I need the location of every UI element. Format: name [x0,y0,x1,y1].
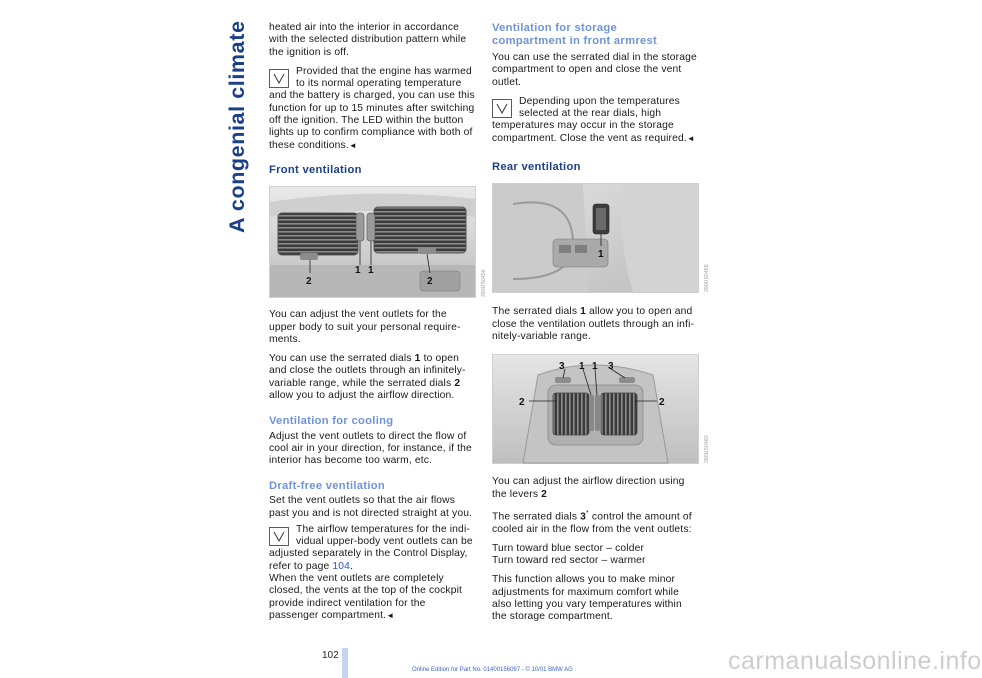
fig1-code: 390US0456 [481,269,487,298]
fig3-label-2-right: 2 [659,397,665,409]
figure-rear-console-vents [492,354,710,464]
cooling-paragraph: Adjust the vent outlets to direct the flow of cool air in your direction, for instance, if the interior has become too warm, etc. [269,430,472,467]
note2-text-continued: When the vent outlets are completely closed, the vents at the top of the cockpit provide indirect ventilation for the passenger compartment. [269,573,463,621]
fig2-label-1: 1 [598,249,604,261]
rear-paragraph-3: The serrated dials 3* control the amount of cooled air in the flow from the vent outlets: [492,509,692,535]
rear-door-vent-illustration [493,184,698,292]
figure-rear-door-vent [492,183,710,293]
heading-ventilation-cooling: Ventilation for cooling [269,415,394,428]
rear-paragraph-2: You can adjust the airflow direction using the levers 2 [492,476,685,500]
fig3-label-1-right: 1 [592,361,598,373]
fig3-label-3-right: 3 [608,361,614,373]
note-icon [269,69,289,88]
note3-text: Depending upon the temperatures selected at the rear dials, high temperatures may occur in the storage compartment. Close the vent as required. [492,95,687,144]
figure-front-vents [269,186,487,298]
heading-storage-compartment: Ventilation for storage compartment in front armrest [492,22,658,47]
note-icon [492,99,512,118]
note1-text: Provided that the engine has warmed to its normal operating temperature and the battery is charged, you can use this function for up to 15 minutes after switching off the ignition. The LED within the button lights up to confirm compliance with both of these conditions. [269,65,475,151]
front-paragraph-2: You can use the serrated dials 1 to open and close the outlets through an infinitely-variable range, while the serrated dials 2 allow you to adjust the airflow direction. [269,353,466,402]
end-mark: ◄ [348,140,357,150]
note2-text: The airflow temperatures for the indi-vidual upper-body vent outlets can be adjusted separately in the Control Display, refer to page [269,523,473,572]
heading-rear-ventilation: Rear ventilation [492,161,581,174]
heading-front-ventilation: Front ventilation [269,163,362,176]
fig3-code: 390US0460 [704,435,710,464]
right-column [492,22,710,631]
fig2-code: 390US0455 [704,264,710,293]
rear-console-vents-illustration [493,355,698,463]
note-storage-temperature [492,96,698,145]
left-column [269,22,487,622]
note-icon [269,527,289,546]
fig3-label-2-left: 2 [519,397,525,409]
fig1-label-2-right: 2 [427,276,433,288]
page-104-link[interactable]: 104 [332,560,350,572]
storage-paragraph: You can use the serrated dial in the storage compartment to open and close the vent outlet. [492,52,697,88]
page-number: 102 [322,650,339,661]
watermark: carmanualsonline.info [728,647,982,675]
front-vents-illustration [270,187,475,297]
end-mark: ◄ [386,610,395,620]
fig3-label-1-left: 1 [579,361,585,373]
rear-paragraph-5: This function allows you to make minor adjustments for maximum comfort while also letting you vary temperatures within the storage compartment. [492,574,682,623]
intro-paragraph: heated air into the interior in accordance with the selected distribution pattern while the ignition is off. [269,22,467,58]
fig3-label-3-left: 3 [559,361,565,373]
fig1-label-1-left: 1 [355,265,361,277]
fig1-label-2-left: 2 [306,276,312,288]
draft-paragraph: Set the vent outlets so that the air flows past you and is not directed straight at you. [269,495,473,519]
rear-paragraph-1: The serrated dials 1 allow you to open and close the ventilation outlets through an infi-nitely-variable range. [492,306,695,342]
rear-paragraph-4: Turn toward blue sector – colder Turn toward red sector – warmer [492,542,646,567]
margin-bar [342,648,348,678]
heading-draft-free: Draft-free ventilation [269,479,386,492]
side-title [222,20,250,235]
front-paragraph-1: You can adjust the vent outlets for the upper body to suit your personal require-ments. [269,309,461,345]
note-airflow-temperatures: The airflow temperatures for the indi-vidual upper-body vent outlets can be adjusted separately in the Control Display, refer to page 104. When the vent outlets are completely closed, the vents at the top of the cockpit provide indirect ventilation for the passenger compartment.◄ [269,523,473,621]
fig1-label-1-right: 1 [368,265,374,277]
end-mark: ◄ [686,133,695,143]
note-engine-warm [269,66,475,152]
side-title-text: A congenial climate [225,20,249,233]
footer-edition: Online Edition for Part No. 01400156097 - © 10/01 BMW AG [412,667,573,673]
